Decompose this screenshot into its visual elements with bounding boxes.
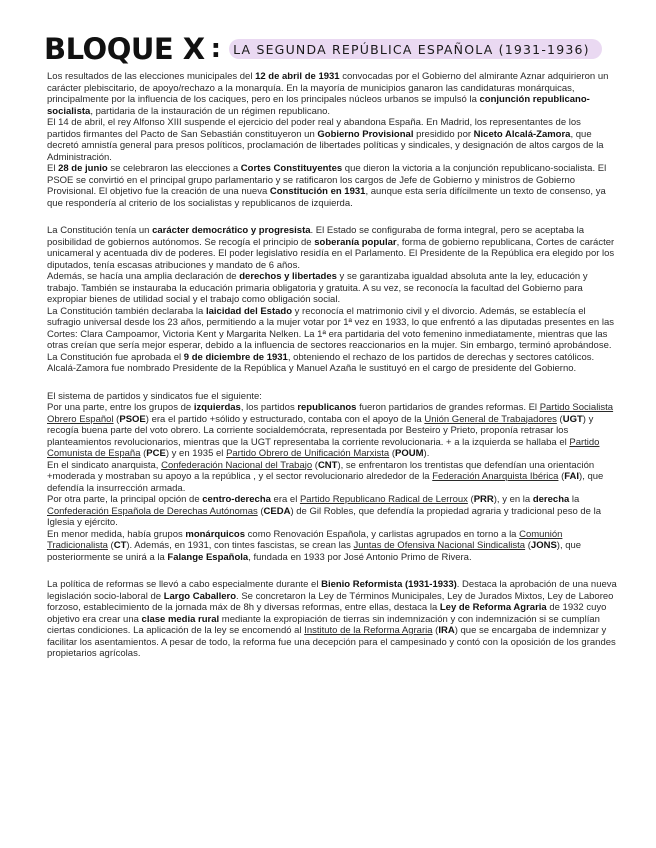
paragraph-laicity-suffrage — [47, 306, 617, 352]
bold-text: Niceto Alcalá-Zamora — [473, 128, 571, 140]
bold-text: JONS — [530, 540, 557, 551]
text-span: ( — [107, 540, 114, 551]
bold-text: Bienio Reformista (1931-1933) — [321, 579, 457, 590]
bold-text: CT — [113, 540, 127, 551]
bold-text: Ley de Reforma Agraria — [439, 602, 547, 613]
bold-text: POUM — [395, 448, 424, 459]
text-span: El 14 de abril, el rey Alfonso XIII suspende el ejercicio del poder real y abandona España. En Madrid, los representantes de los partidos firmantes del Pacto de San Sebastián constituyeron un — [47, 117, 581, 140]
text-span: ( — [389, 448, 396, 459]
text-span: mediante la expropiación de tierras sin indemnización y con indemnización si se cumplían ciertas condiciones. La aplicación de la ley se encomendó al — [47, 613, 600, 636]
bold-text: UGT — [562, 413, 583, 425]
text-span: La política de reformas se llevó a cabo especialmente durante el — [47, 579, 322, 590]
text-span: ) y en 1935 el — [165, 448, 227, 459]
page-header — [44, 33, 602, 65]
text-span: ) y recogía buena parte del voto obrero. La corriente socialdemócrata, representada por Besteiro y Prieto, proponía retrasar los planteamientos revolucionarios, mientras que la UGT representaba la corriente revolucionaria. + a la izquierda se hallaba el — [47, 413, 594, 448]
block-title: BLOQUE X — [44, 32, 205, 66]
bold-text: 12 de abril de 1931 — [255, 71, 340, 82]
underlined-text: Instituto de la Reforma Agraria — [304, 625, 433, 636]
bold-text: soberanía popular — [314, 236, 397, 248]
bold-text: centro-derecha — [202, 494, 271, 505]
text-span: , partidaria de la instauración de un régimen republicano. — [90, 105, 331, 117]
paragraph-elections — [47, 71, 617, 117]
underlined-text: Comunión Tradicionalista — [47, 528, 563, 551]
bold-text: monárquicos — [185, 528, 246, 540]
bold-text: Gobierno Provisional — [317, 128, 414, 140]
underlined-text: Juntas de Ofensiva Nacional Sindicalista — [353, 540, 526, 551]
text-span: . El Estado se configuraba de forma integral, pero se aceptaba la posibilidad de gobiernos autónomos. Se recogía el principio de — [47, 225, 585, 248]
bold-text: clase media rural — [141, 613, 220, 625]
bold-text: Largo Caballero — [163, 590, 237, 602]
underlined-text: Unión General de Trabajadores — [424, 413, 557, 425]
bold-text: izquierdas — [193, 402, 241, 413]
text-span: La Constitución también declaraba la — [47, 305, 206, 317]
paragraph-provisional-government — [47, 117, 617, 163]
paragraph-center-right — [47, 494, 617, 529]
spacer — [47, 375, 617, 391]
block-subtitle: LA SEGUNDA REPÚBLICA ESPAÑOLA (1931-1936) — [229, 39, 602, 59]
text-span: ( — [140, 448, 147, 459]
text-span: ), que defendía la insurrección armada. — [47, 471, 604, 494]
document-body — [47, 71, 617, 660]
text-span: ) era el partido +sólido y estructurado, contaba con el apoyo de la — [145, 413, 425, 425]
bold-text: Cortes Constituyentes — [240, 163, 343, 174]
bold-text: PCE — [146, 448, 166, 459]
text-span: era el — [270, 494, 300, 505]
text-span: ( — [312, 459, 318, 471]
underlined-text: Confederación Española de Derechas Autónomas — [47, 505, 258, 517]
text-span: Además, se hacía una amplia declaración de — [47, 271, 240, 282]
bold-text: CNT — [317, 459, 338, 471]
bold-text: PSOE — [119, 413, 146, 425]
text-span: que dieron la victoria a la conjunción republicano-socialista. El PSOE se convirtió en el principal grupo parlamentario y se ratificaron los cargos de Jefe de Gobierno y ministros de Gobierno Provisional. El objetivo fue la creación de una nueva — [47, 163, 607, 197]
text-span: ). Además, en 1931, con tintes fascistas, se crean las — [126, 540, 354, 551]
text-span: ( — [257, 505, 264, 517]
text-span: En el sindicato anarquista, — [47, 459, 162, 471]
text-span: ( — [113, 413, 120, 425]
text-span: La Constitución fue aprobada el — [47, 351, 184, 363]
text-span: ( — [556, 413, 563, 425]
text-span: presidido por — [413, 128, 474, 140]
text-span: ) de Gil Robles, que defendía la propiedad agraria y tradicional peso de la Iglesia y ejército. — [47, 505, 601, 528]
paragraph-reforms — [47, 579, 617, 660]
text-span: ), se enfrentaron los trentistas que defendían una orientación +moderada y mostraban su apoyo a la república , y el sector revolucionario alrededor de la — [47, 459, 595, 482]
text-span: ( — [432, 625, 439, 636]
text-span: . Destaca la aprobación de una nueva legislación socio-laboral de — [47, 579, 617, 602]
underlined-text: Partido Socialista Obrero Español — [47, 402, 614, 425]
paragraph-left-parties — [47, 402, 617, 460]
bold-text: Constitución en 1931 — [269, 186, 366, 197]
text-span: como Renovación Española, y carlistas agrupados en torno a la — [245, 528, 520, 540]
underlined-text: Partido Comunista de España — [47, 436, 600, 459]
text-span: , fundada en 1933 por José Antonio Primo de Rivera. — [248, 551, 472, 563]
text-span: , forma de gobierno republicana, Cortes de carácter unicameral y acentuada div de poderes. El poder legislativo residía en el Parlamento. El Presidente de la República era elegido por los diputados, tenía escasas atribuciones y mandato de 6 años. — [47, 236, 615, 271]
text-span: . Se concretaron la Ley de Términos Municipales, Ley de Jurados Mixtos, Ley de Laboreo forzoso, establecimiento de la jornada máx de 8h y diversas reformas, entre ellas, destaca la — [47, 590, 614, 613]
bold-text: CEDA — [263, 505, 291, 517]
bold-text: conjunción republicano-socialista — [47, 94, 590, 117]
paragraph-monarchists — [47, 529, 617, 564]
underlined-text: Federación Anarquista Ibérica — [432, 471, 559, 482]
bold-text: 9 de diciembre de 1931 — [183, 351, 288, 363]
paragraph-approval — [47, 352, 617, 375]
bold-text: carácter democrático y progresista — [152, 225, 311, 236]
text-span: En menor medida, había grupos — [47, 528, 186, 540]
text-span: ( — [525, 540, 531, 551]
bold-text: Falange Española — [167, 551, 249, 563]
text-span: ( — [558, 471, 565, 482]
bold-text: laicidad del Estado — [205, 305, 293, 317]
spacer — [47, 209, 617, 225]
bold-text: derecha — [532, 494, 570, 505]
text-span: la — [569, 494, 580, 505]
spacer — [47, 563, 617, 579]
text-span: y reconocía el matrimonio civil y el divorcio. Además, se establecía el sufragio universal desde los 23 años, permitiendo a la mujer votar por 1ª vez en 1933, lo que enfrentó a las diputadas presentes en las Cortes: Clara Campoamor, Victoria Kent y Margarita Nelken. La 1ª era partidaria del voto femenino inmediatamente, mientras que las otras creían que sería mejor esperar, debido a la influencia de sectores reaccionarios en la mujer. Sin embargo, terminó aprobándose. — [47, 305, 615, 351]
text-span: ), y en la — [493, 494, 533, 505]
text-span: convocadas por el Gobierno del almirante Aznar adquirieron un carácter plebiscitario, de apoyo/rechazo a la monarquía. En la mayoría de municipios ganaron las candidaturas monárquicas, principalmente por la influencia de los caciques, pero en los principales núcleos urbanos se impulsó la — [47, 71, 609, 105]
text-span: ), que posteriormente se unirá a la — [47, 540, 582, 563]
text-span: fueron partidarios de grandes reformas. El — [356, 402, 540, 413]
text-span: La Constitución tenía un — [47, 225, 153, 236]
text-span: de 1932 cuyo objetivo era crear una — [47, 602, 607, 625]
text-span: , obteniendo el rechazo de los partidos de derechas y sectores católicos. Alcalá-Zamora fue nombrado Presidente de la República y Manuel Azaña le sustituyó en el cargo de presidente del Gobierno. — [47, 351, 595, 374]
text-span: , los partidos — [240, 402, 298, 413]
paragraph-constitution-character — [47, 225, 617, 271]
paragraph-rights — [47, 271, 617, 306]
underlined-text: Partido Republicano Radical de Lerroux — [299, 494, 468, 505]
text-span: ) que se encargaba de indemnizar y facilitar los asentamientos. A pesar de todo, la reforma fue una decepción para el campesinado y contó con la oposición de los grandes propietarios agrícolas. — [47, 625, 616, 659]
paragraph-anarchist-union — [47, 460, 617, 495]
text-span: El sistema de partidos y sindicatos fue el siguiente: — [47, 390, 262, 402]
paragraph-party-system-intro — [47, 391, 617, 403]
bold-text: IRA — [438, 625, 455, 636]
bold-text: derechos y libertades — [239, 271, 337, 282]
text-span: , que decretó amnistía general para presos políticos, proclamación de libertades políticas y sindicales, y designación de altos cargos de la Administración. — [47, 128, 604, 163]
paragraph-constituent-cortes — [47, 163, 617, 209]
text-span: Los resultados de las elecciones municipales del — [47, 71, 256, 82]
underlined-text: Confederación Nacional del Trabajo — [161, 459, 313, 471]
bold-text: PRR — [473, 494, 494, 505]
text-span: se celebraron las elecciones a — [107, 163, 241, 174]
underlined-text: Partido Obrero de Unificación Marxista — [226, 448, 390, 459]
text-span: Por otra parte, la principal opción de — [47, 494, 203, 505]
title-colon: : — [210, 34, 222, 64]
text-span: El — [47, 163, 59, 174]
bold-text: FAI — [564, 471, 580, 482]
text-span: Por una parte, entre los grupos de — [47, 402, 194, 413]
text-span: ). — [423, 448, 430, 459]
text-span: , aunque esta sería difícilmente un texto de consenso, ya que respondería al criterio de los socialistas y republicanos de izquierda. — [47, 186, 606, 209]
text-span: ( — [467, 494, 474, 505]
bold-text: 28 de junio — [58, 163, 108, 174]
bold-text: republicanos — [297, 402, 357, 413]
text-span: y se garantizaba igualdad absoluta ante la ley, educación y trabajo. También se instauraba la educación primaria obligatoria y gratuita. A su vez, se reconocía la facultad del Gobierno para expropiar bienes de utilidad social y el trabajo como obligación social. — [47, 271, 588, 305]
